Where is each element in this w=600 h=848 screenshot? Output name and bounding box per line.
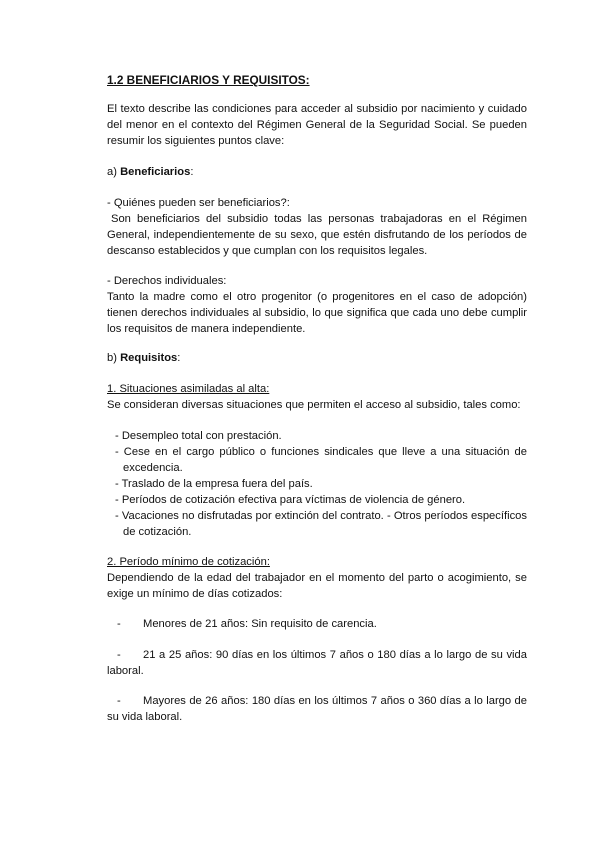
section-a-suffix: : [190,166,194,178]
beneficiaries-question-text: Son beneficiarios del subsidio todas las personas trabajadoras en el Régimen General, independientemente de su sexo, que estén disfrutando de los períodos de descanso establecidos y que cumplan con los requisitos legales. [107,213,527,257]
contribution-item-3 [107,693,527,725]
subsection-1-heading: 1. Situaciones asimiladas al alta: [107,383,270,395]
list-item: - Traslado de la empresa fuera del país. [115,478,313,490]
individual-rights-text: Tanto la madre como el otro progenitor (o progenitores en el caso de adopción) tienen derechos individuales al subsidio, lo que significa que cada uno debe cumplir los requisitos de manera independiente. [107,291,527,335]
beneficiaries-question-heading: - Quiénes pueden ser beneficiarios?: [107,197,290,209]
contribution-item-text: Mayores de 26 años: 180 días en los últimos 7 años o 360 días a lo largo de su vida laboral. [107,695,527,723]
individual-rights-heading: - Derechos individuales: [107,275,227,287]
dash-marker: - [117,695,121,707]
list-item: - Períodos de cotización efectiva para víctimas de violencia de género. [115,494,466,506]
page-title: 1.2 BENEFICIARIOS Y REQUISITOS: [107,73,310,87]
contribution-item-1 [107,616,527,632]
subsection-1-text: Se consideran diversas situaciones que permiten el acceso al subsidio, tales como: [107,399,521,411]
subsection-2-text: Dependiendo de la edad del trabajador en el momento del parto o acogimiento, se exige un mínimo de días cotizados: [107,572,527,600]
dash-marker: - [117,618,121,630]
list-item: - Vacaciones no disfrutadas por extinción del contrato. - Otros períodos específicos de cotización. [115,510,527,538]
section-b-prefix: b) [107,352,121,364]
contribution-item-text: Menores de 21 años: Sin requisito de carencia. [143,618,377,630]
assimilated-situations-list [115,428,527,540]
contribution-item-text: 21 a 25 años: 90 días en los últimos 7 años o 180 días a lo largo de su vida laboral. [107,649,527,677]
section-a-heading [107,164,527,180]
list-item: - Cese en el cargo público o funciones sindicales que lleve a una situación de excedencia. [115,446,527,474]
section-b-suffix: : [177,352,181,364]
list-item: - Desempleo total con prestación. [115,430,282,442]
section-b-label: Requisitos [120,352,178,364]
subsection-2-heading: 2. Período mínimo de cotización: [107,556,270,568]
section-a-prefix: a) [107,166,121,178]
section-a-label: Beneficiarios [120,166,191,178]
intro-paragraph: El texto describe las condiciones para acceder al subsidio por nacimiento y cuidado del menor en el contexto del Régimen General de la Seguridad Social. Se pueden resumir los siguientes puntos clave: [107,103,527,147]
dash-marker: - [117,649,121,661]
contribution-item-2 [107,647,527,679]
section-b-heading [107,350,527,366]
